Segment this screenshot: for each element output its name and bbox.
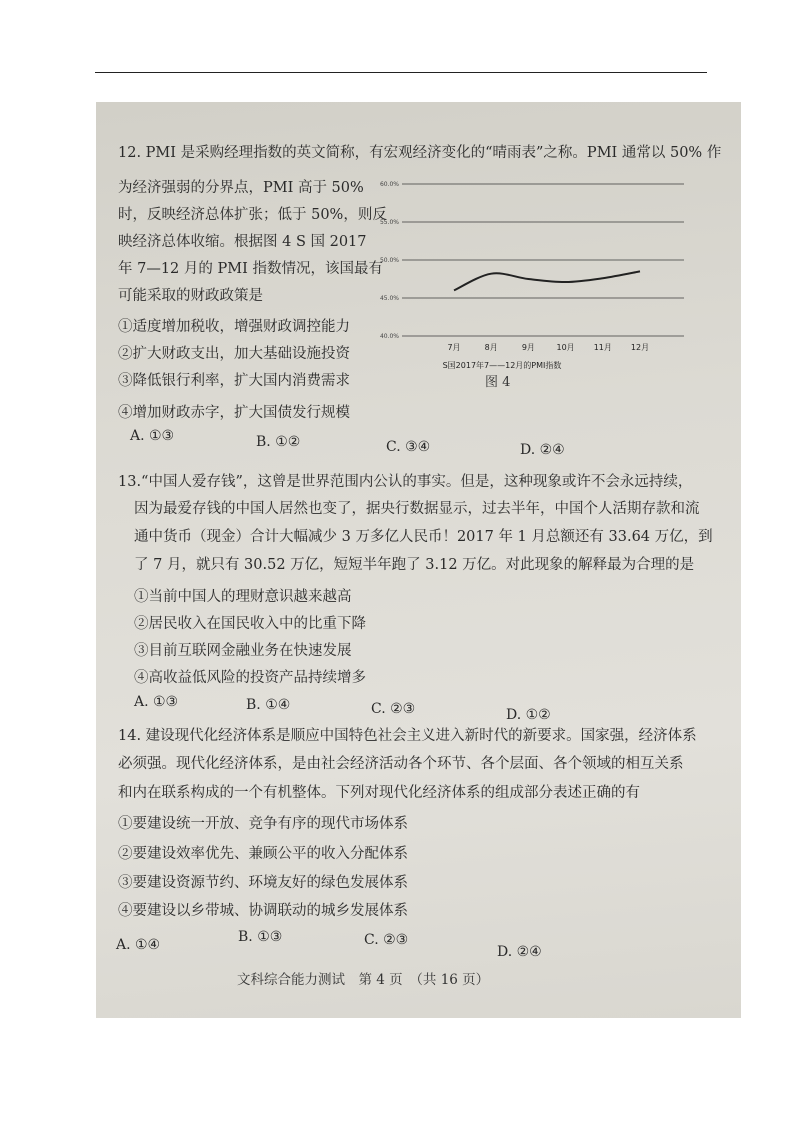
q12-line-1: 12. PMI 是采购经理指数的英文简称，有宏观经济变化的“晴雨表”之称。PMI 通常以 50% 作 — [118, 145, 722, 161]
figure-label: 图 4 — [485, 375, 511, 390]
q13-item-3: ③目前互联网金融业务在快速发展 — [134, 643, 352, 659]
q14-option-a: A. ①④ — [116, 937, 161, 953]
y-tick-label: 55.0% — [379, 219, 399, 226]
q12-option-a: A. ①③ — [130, 428, 175, 444]
q12-line-5: 年 7—12 月的 PMI 指数情况，该国最有 — [118, 261, 383, 277]
q12-line-4: 映经济总体收缩。根据图 4 S 国 2017 — [118, 234, 367, 250]
q13-option-d: D. ①② — [506, 707, 551, 723]
q13-line-3: 通中货币（现金）合计大幅减少 3 万多亿人民币！2017 年 1 月总额还有 33.64 万亿，到 — [134, 529, 713, 545]
y-tick-label: 60.0% — [379, 181, 399, 188]
x-tick-label: 9月 — [521, 343, 535, 352]
page-footer: 文科综合能力测试 第 4 页 （共 16 页） — [237, 972, 490, 988]
q14-option-c: C. ②③ — [364, 932, 409, 948]
q14-item-1: ①要建设统一开放、竞争有序的现代市场体系 — [118, 816, 408, 832]
x-tick-label: 10月 — [556, 343, 575, 352]
q12-line-2: 为经济强弱的分界点，PMI 高于 50% — [118, 180, 364, 196]
y-tick-label: 45.0% — [379, 295, 399, 302]
q12-line-6: 可能采取的财政政策是 — [118, 288, 263, 304]
q14-line-1: 14. 建设现代化经济体系是顺应中国特色社会主义进入新时代的新要求。国家强，经济体系 — [118, 728, 697, 744]
q12-option-b: B. ①② — [256, 434, 301, 450]
y-tick-label: 40.0% — [379, 333, 399, 340]
chart-title: S国2017年7——12月的PMI指数 — [442, 361, 562, 370]
q13-line-4: 了 7 月，就只有 30.52 万亿，短短半年跑了 3.12 万亿。对此现象的解释最为合理的是 — [134, 557, 695, 573]
q14-option-d: D. ②④ — [497, 944, 542, 960]
x-tick-label: 12月 — [630, 343, 650, 352]
q13-item-2: ②居民收入在国民收入中的比重下降 — [134, 616, 366, 632]
q13-line-2: 因为最爱存钱的中国人居然也变了，据央行数据显示，过去半年，中国个人活期存款和流 — [134, 501, 700, 517]
q13-item-1: ①当前中国人的理财意识越来越高 — [134, 589, 352, 605]
pmi-chart — [372, 176, 692, 386]
x-tick-label: 8月 — [484, 343, 498, 352]
q13-option-c: C. ②③ — [371, 701, 416, 717]
q13-option-a: A. ①③ — [134, 694, 179, 710]
q14-item-2: ②要建设效率优先、兼顾公平的收入分配体系 — [118, 846, 408, 862]
x-tick-label: 11月 — [593, 343, 612, 352]
q14-line-2: 必须强。现代化经济体系，是由社会经济活动各个环节、各个层面、各个领域的相互关系 — [118, 756, 684, 772]
q14-item-3: ③要建设资源节约、环境友好的绿色发展体系 — [118, 875, 408, 891]
q14-item-4: ④要建设以乡带城、协调联动的城乡发展体系 — [118, 903, 408, 919]
pmi-series-line — [454, 271, 640, 290]
q12-line-3: 时，反映经济总体扩张；低于 50%，则反 — [118, 207, 387, 223]
q13-item-4: ④高收益低风险的投资产品持续增多 — [134, 670, 366, 686]
pmi-chart-svg — [372, 176, 692, 386]
q12-item-1: ①适度增加税收，增强财政调控能力 — [118, 319, 350, 335]
q12-item-2: ②扩大财政支出，加大基础设施投资 — [118, 346, 350, 362]
q14-line-3: 和内在联系构成的一个有机整体。下列对现代化经济体系的组成部分表述正确的有 — [118, 785, 640, 801]
q13-option-b: B. ①④ — [246, 697, 291, 713]
q12-option-d: D. ②④ — [520, 442, 565, 458]
q12-option-c: C. ③④ — [386, 439, 431, 455]
top-rule — [95, 72, 707, 73]
y-tick-label: 50.0% — [379, 257, 399, 264]
q12-item-4: ④增加财政赤字，扩大国债发行规模 — [118, 405, 350, 421]
q12-item-3: ③降低银行利率，扩大国内消费需求 — [118, 373, 350, 389]
q13-line-1: 13.“中国人爱存钱”，这曾是世界范围内公认的事实。但是，这种现象或许不会永远持续， — [118, 474, 693, 490]
q14-option-b: B. ①③ — [238, 929, 283, 945]
x-tick-label: 7月 — [447, 343, 461, 352]
